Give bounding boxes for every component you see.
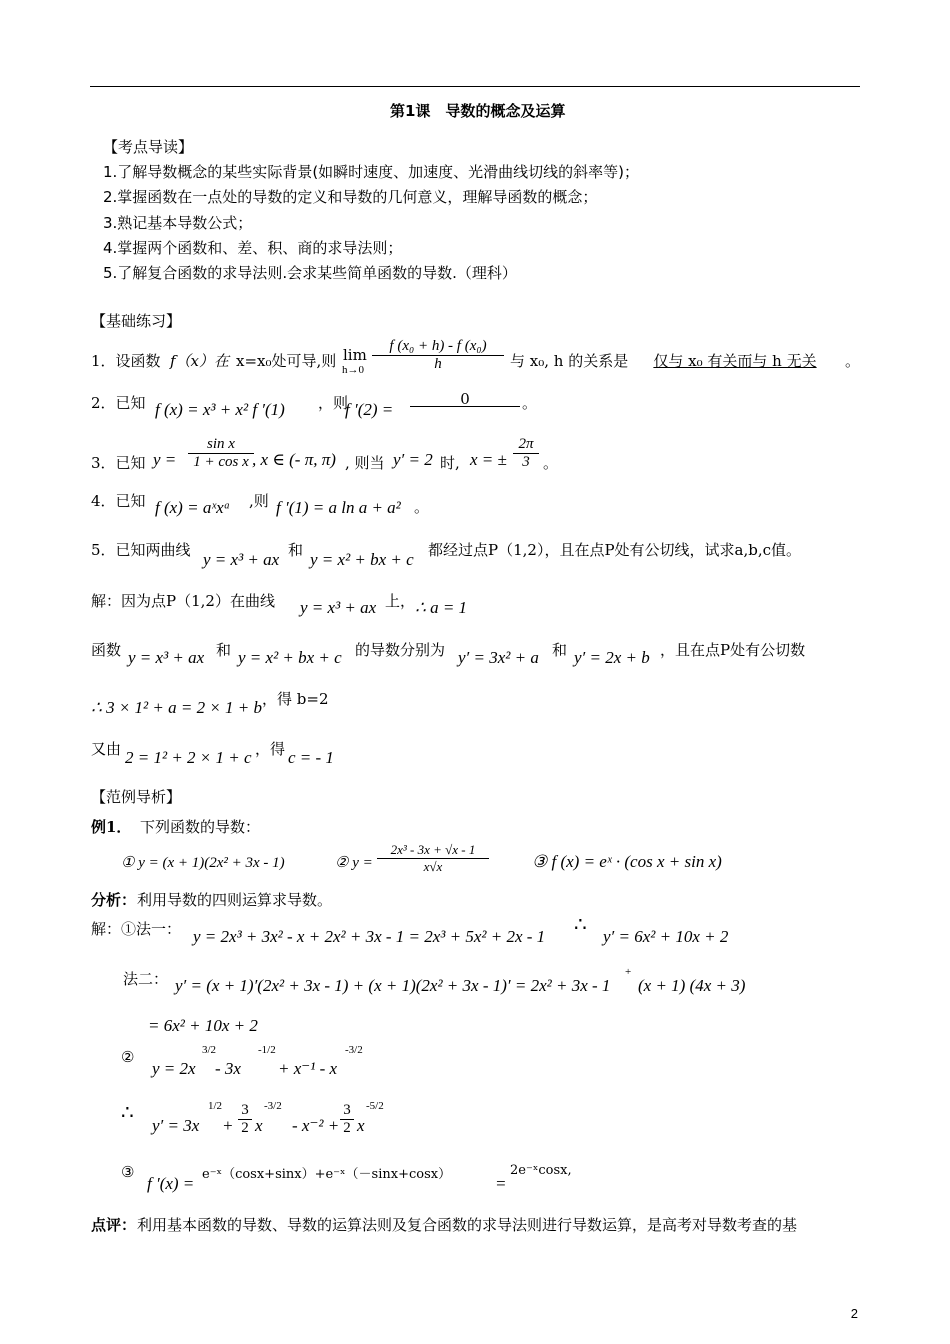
therefore-symbol-2: ∴: [121, 1102, 134, 1124]
part3-result: 2e⁻ˣcosx,: [510, 1163, 572, 1178]
sol-l4d: c = - 1: [288, 748, 334, 767]
q1-mid: 与 x₀, h 的关系是: [510, 352, 629, 370]
sol-step1-result: y′ = 6x² + 10x + 2: [603, 927, 729, 946]
sol-method2-label: 法二：: [123, 970, 169, 988]
q2-answer: 0: [410, 392, 520, 407]
q4-expr: f (x) = aˣxᵃ: [155, 498, 231, 517]
part3-expr: e⁻ˣ（cosx+sinx）+e⁻ˣ（－sinx+cosx）: [202, 1167, 452, 1182]
part2-deriv-exp-a: 1/2: [208, 1100, 223, 1112]
q1-answer: 仅与 x₀ 有关而与 h 无关: [653, 352, 817, 370]
sol-l2b: y = x³ + ax: [128, 648, 205, 667]
part2-deriv-a: y′ = 3x: [152, 1116, 200, 1135]
fenxi-label: 分析：: [91, 891, 137, 909]
example-1-f2-prefix: ② y =: [335, 855, 373, 871]
q3-answer-numerator: 2π: [513, 436, 539, 454]
part2-exp-b: -1/2: [258, 1044, 276, 1056]
q3-domain: , x ∈ (- π, π): [252, 450, 336, 469]
example-1-f1: ① y = (x + 1)(2x² + 3x - 1): [121, 855, 285, 871]
page-number: 2: [850, 1306, 858, 1321]
example-1-label: 例1．: [91, 818, 132, 836]
sol-l2i: ，且在点P处有公切数: [660, 641, 806, 659]
section-heading-kaodian: 【考点导读】: [103, 138, 194, 156]
q5-and: 和: [288, 541, 304, 559]
q3-prefix: 3．已知: [91, 454, 146, 472]
q2-expr2: f ′(2) =: [345, 400, 394, 419]
q1-end: 。: [845, 352, 861, 370]
q1-prefix: 1．设函数: [91, 352, 161, 370]
therefore-symbol-1: ∴: [574, 914, 587, 936]
q4-end: 。: [414, 498, 430, 516]
part2-fraction-2-num: 3: [340, 1102, 354, 1120]
q1-fraction: [372, 338, 504, 373]
sol-l2a: 函数: [91, 641, 122, 659]
q2-mid: ，则: [318, 394, 349, 412]
q2-prefix: 2．已知: [91, 394, 146, 412]
q1-lim-sub: h→0: [342, 364, 364, 376]
sol-l2h: y′ = 2x + b: [574, 648, 650, 667]
q1-numerator: f (x₀ + h) - f (x₀): [372, 338, 504, 356]
sol-step2: y′ = (x + 1)′(2x² + 3x - 1) + (x + 1)(2x² + 3x - 1)′ = 2x² + 3x - 1: [175, 976, 611, 995]
part2-fraction-1: [238, 1102, 252, 1137]
sol-l3a: ∴ 3 × 1² + a = 2 × 1 + b: [91, 698, 263, 717]
q5-prefix: 5．已知两曲线: [91, 541, 191, 559]
example-1-text: 下列函数的导数：: [140, 818, 261, 836]
example-1-f2-denominator: x√x: [423, 859, 443, 874]
q1-x0: x=x₀处可导,则: [236, 352, 337, 370]
objective-1: 1.了解导数概念的某些实际背景(如瞬时速度、加速度、光滑曲线切线的斜率等)；: [103, 163, 640, 181]
q3-mid: , 则当: [345, 454, 385, 472]
sol-l4a: 又由: [91, 740, 122, 758]
part2-step-a: y = 2x: [152, 1059, 196, 1078]
part2-exp-c: -3/2: [345, 1044, 363, 1056]
q3-answer-denominator: 3: [522, 454, 530, 470]
section-heading-jichu: 【基础练习】: [91, 312, 182, 330]
part2-step-b: - 3x: [215, 1059, 241, 1078]
part3-lhs: f ′(x) =: [147, 1174, 195, 1193]
example-1-f2-fraction: [377, 842, 489, 875]
sol-l2e: 的导数分别为: [355, 641, 446, 659]
q3-mid2: 时,: [440, 454, 460, 472]
dianping-label: 点评：: [91, 1216, 137, 1234]
q2-end: 。: [522, 394, 538, 412]
part2-deriv-x1: x: [255, 1116, 263, 1135]
part2-fraction-2: [340, 1102, 354, 1137]
example-1-f3: ③ f (x) = eˣ · (cos x + sin x): [532, 852, 722, 871]
sol-step3: = 6x² + 10x + 2: [148, 1016, 258, 1035]
q3-end: 。: [543, 454, 559, 472]
q3-y: y =: [153, 450, 177, 469]
sol-l1d: ∴ a = 1: [415, 598, 468, 617]
q1-lim: lim: [343, 346, 367, 364]
sol-l2g: 和: [552, 641, 568, 659]
sol-l1b: y = x³ + ax: [300, 598, 377, 617]
sol-l4b: 2 = 1² + 2 × 1 + c: [125, 748, 252, 767]
q4-expr2: f ′(1) = a ln a + a²: [276, 498, 401, 517]
part2-deriv-mid: - x⁻² +: [292, 1116, 340, 1135]
sol-step2-tail: (x + 1) (4x + 3): [638, 976, 746, 995]
part3-equals: =: [495, 1174, 507, 1193]
q4-mid: ,则: [249, 492, 269, 510]
top-rule: [90, 86, 860, 87]
sol-l4c: ，得: [255, 740, 286, 758]
sol-l2c: 和: [216, 641, 232, 659]
q2-expr: f (x) = x³ + x² f ′(1): [155, 400, 285, 419]
sol-step1: y = 2x³ + 3x² - x + 2x² + 3x - 1 = 2x³ + 5x² + 2x - 1: [193, 927, 546, 946]
part2-step-c: + x⁻¹ - x: [278, 1059, 338, 1078]
part2-fraction-1-den: 2: [241, 1120, 249, 1136]
dianping-text: 利用基本函数的导数、导数的运算法则及复合函数的求导法则进行导数运算，是高考对导数考查的基: [137, 1216, 798, 1234]
part2-fraction-2-den: 2: [343, 1120, 351, 1136]
q5-rest: 都经过点P（1,2），且在点P处有公切线，试求a,b,c值。: [428, 541, 802, 559]
part2-exp-a: 3/2: [202, 1044, 217, 1056]
sol-l2f: y′ = 3x² + a: [458, 648, 539, 667]
lesson-title: 第1课 导数的概念及运算: [390, 102, 566, 120]
objective-3: 3.熟记基本导数公式；: [103, 214, 253, 232]
part2-deriv-exp-c: -5/2: [366, 1100, 384, 1112]
part2-deriv-x2: x: [357, 1116, 365, 1135]
q3-cond: y′ = 2: [393, 450, 433, 469]
q3-numerator: sin x: [188, 436, 254, 454]
q1-denominator: h: [434, 356, 442, 372]
q3-fraction: [188, 436, 254, 471]
sol-l1a: 解：因为点P（1,2）在曲线: [91, 592, 275, 610]
part2-marker: ②: [121, 1048, 135, 1066]
q3-answer-fraction: [513, 436, 539, 471]
objective-5: 5.了解复合函数的求导法则.会求某些简单函数的导数.（理科）: [103, 264, 517, 282]
q5-curve2: y = x² + bx + c: [310, 550, 414, 569]
fenxi-text: 利用导数的四则运算求导数。: [137, 891, 333, 909]
part2-deriv-plus: +: [222, 1116, 234, 1135]
objective-2: 2.掌握函数在一点处的导数的定义和导数的几何意义，理解导函数的概念；: [103, 188, 598, 206]
sol-l1c: 上，: [385, 592, 416, 610]
example-1-f2-numerator: 2x³ - 3x + √x - 1: [377, 842, 489, 859]
part2-fraction-1-num: 3: [238, 1102, 252, 1120]
sol-method1-label: 解：①法一：: [91, 920, 182, 938]
q3-denominator: 1 + cos x: [193, 454, 249, 470]
q3-x: x = ±: [470, 450, 507, 469]
part3-marker: ③: [121, 1163, 135, 1181]
part2-deriv-exp-b: -3/2: [264, 1100, 282, 1112]
sol-l2d: y = x² + bx + c: [238, 648, 342, 667]
q4-prefix: 4．已知: [91, 492, 146, 510]
q1-fx: f（x）在: [170, 352, 230, 370]
objective-4: 4.掌握两个函数和、差、积、商的求导法则；: [103, 239, 403, 257]
q5-curve1: y = x³ + ax: [203, 550, 280, 569]
sol-l3b: ，得 b=2: [262, 690, 329, 708]
section-heading-fanli: 【范例导析】: [91, 788, 182, 806]
sol-step2-plus: +: [625, 966, 632, 978]
